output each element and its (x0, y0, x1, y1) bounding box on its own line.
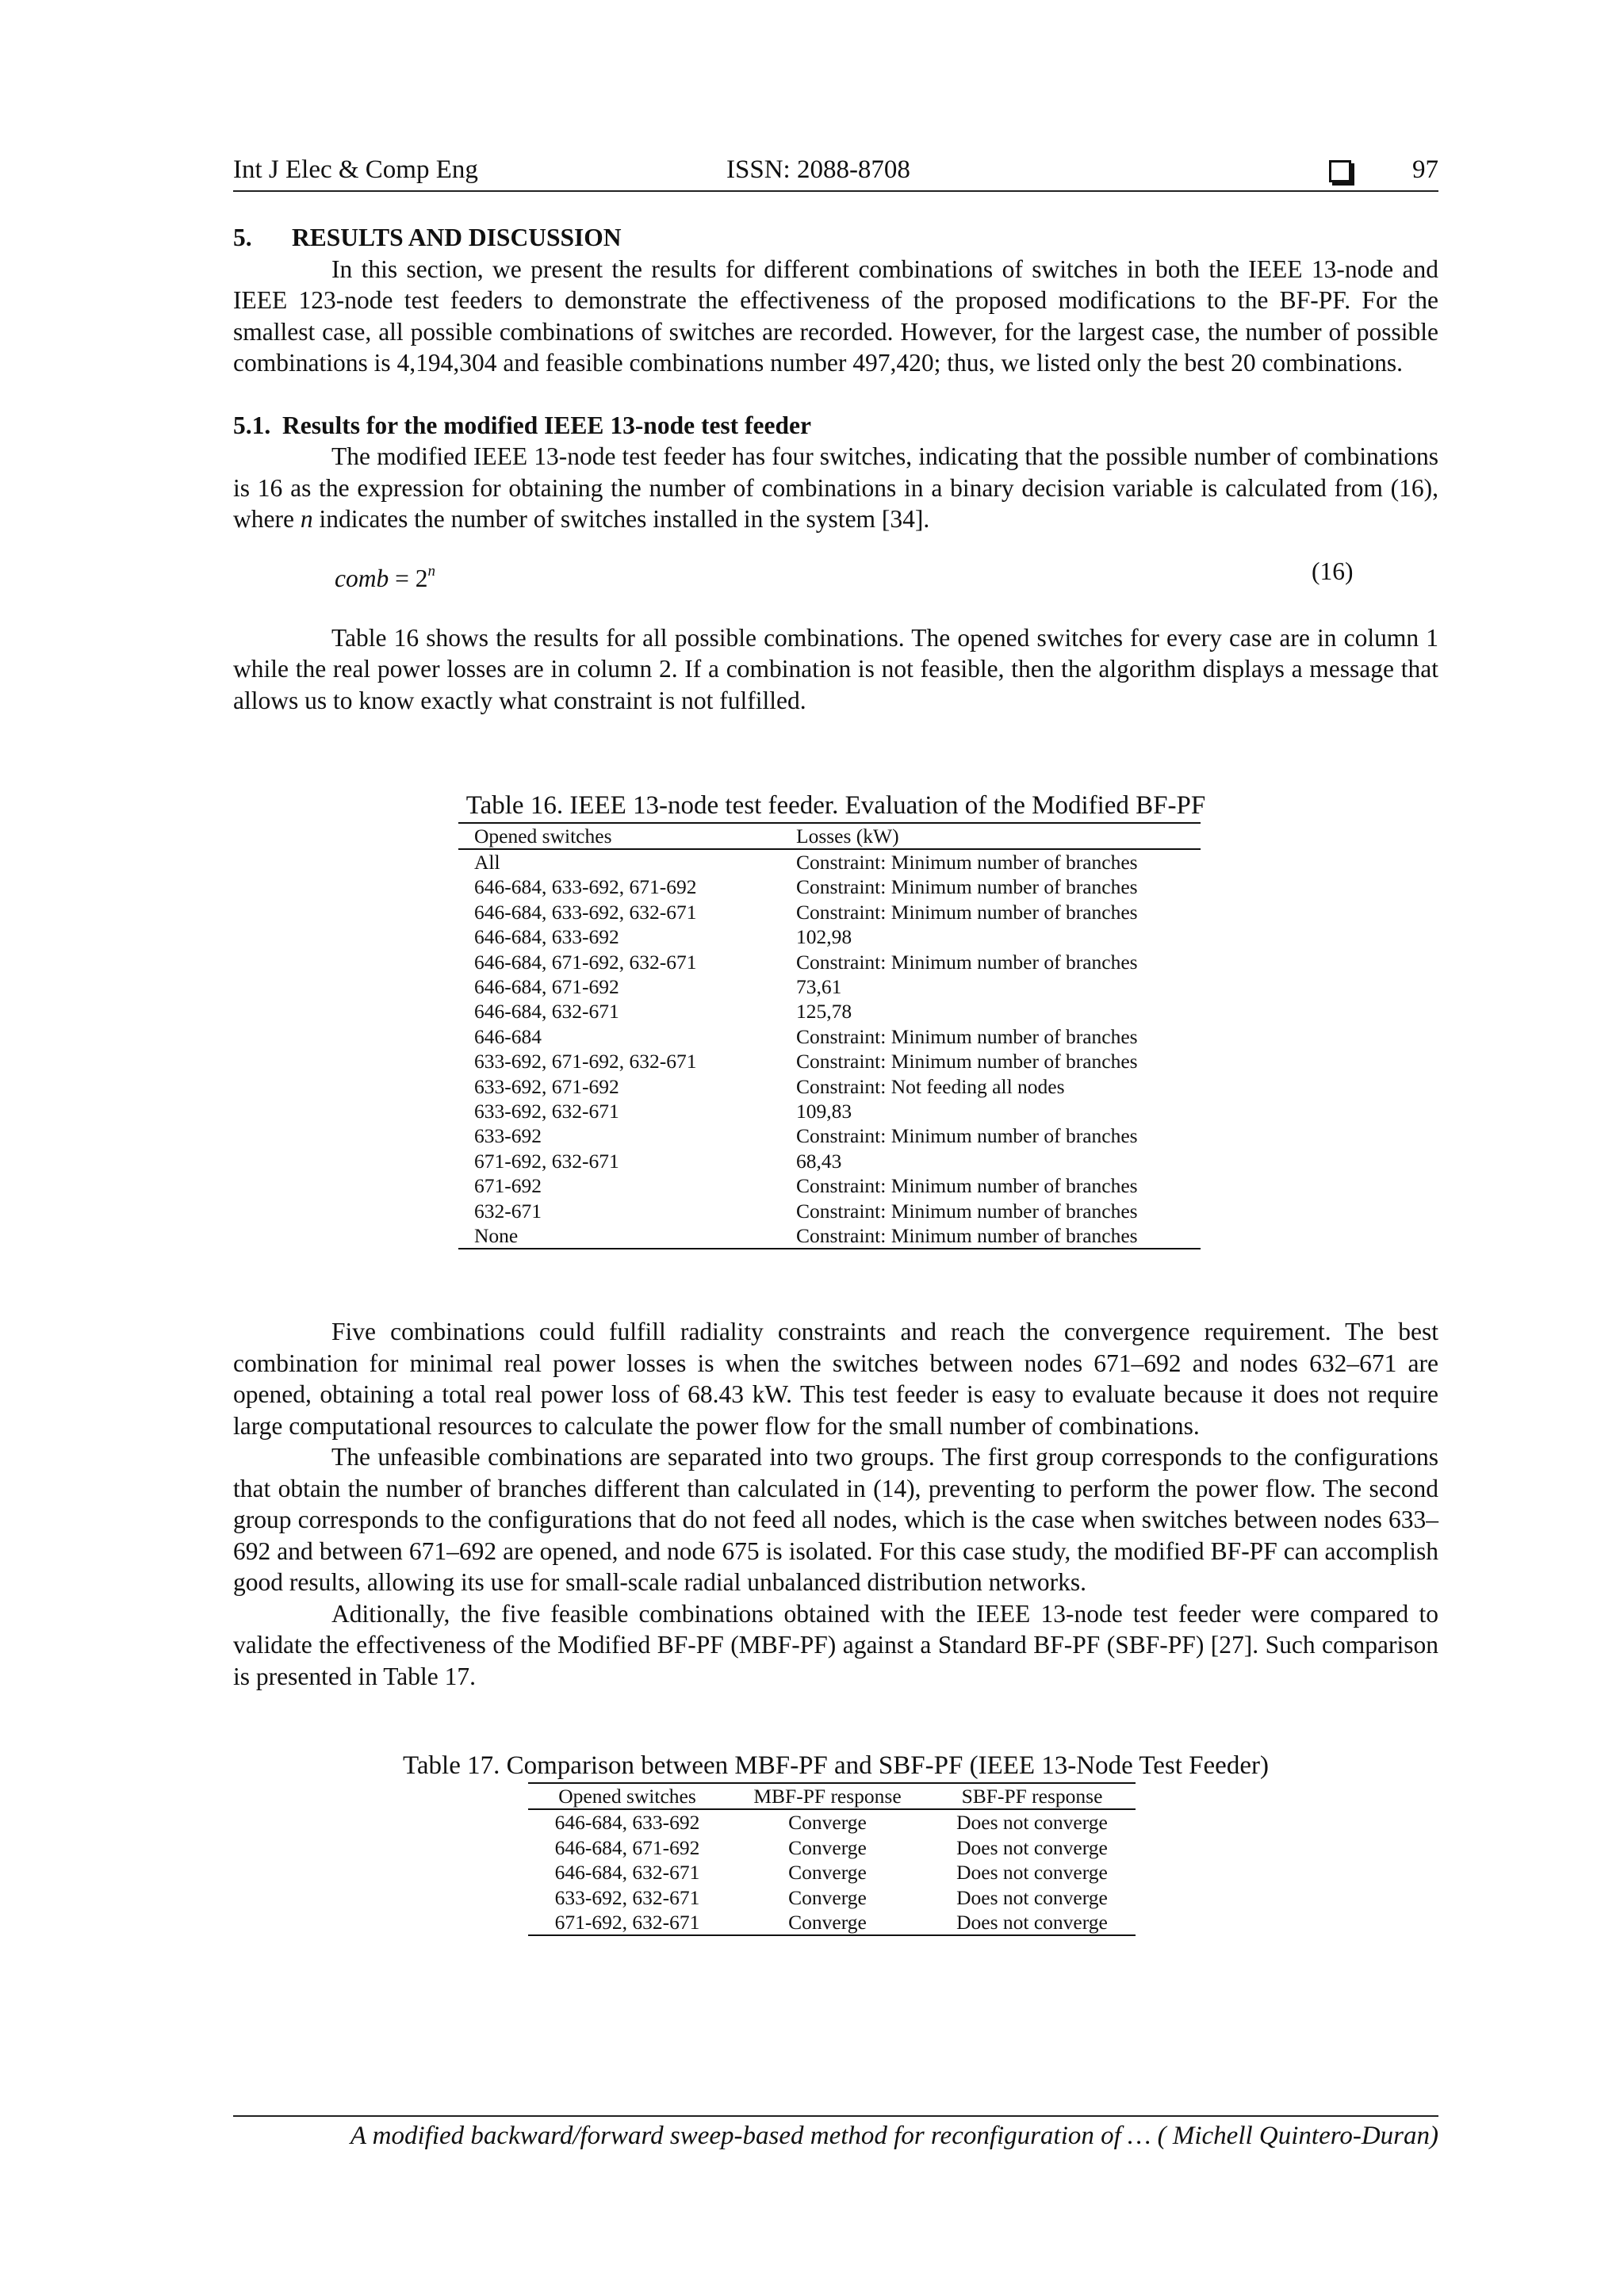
table-cell: 646-684, 633-692, 632-671 (474, 900, 697, 924)
table-row (458, 1199, 1201, 1223)
table-cell: Constraint: Minimum number of branches (796, 1050, 1138, 1073)
table-cell: 109,83 (796, 1099, 852, 1123)
table-16 (458, 822, 1201, 1250)
table-cell: 646-684, 632-671 (554, 1861, 700, 1885)
results-paragraph-3: Aditionally, the five feasible combinations obtained with the IEEE 13-node test feeder were compared to validate the effectiveness of the Modified BF-PF (MBF-PF) against a Standard BF-PF (SBF-PF) [27]. Such comparison is presented in Table 17. (233, 1599, 1438, 1690)
subsection-paragraph: The modified IEEE 13-node test feeder has four switches, indicating that the possible number of combinations is 16 as the expression for obtaining the number of combinations in a binary decision variable is calculated from (16), where n indicates the number of switches installed in the system [34]. (233, 442, 1438, 533)
subsection-title: Results for the modified IEEE 13-node test feeder (282, 411, 811, 439)
table-cell: 633-692, 671-692 (474, 1074, 619, 1098)
table-row (458, 849, 1201, 874)
table-row (458, 1024, 1201, 1049)
table-cell: 646-684, 671-692 (474, 974, 619, 998)
equation-number: (16) (1312, 557, 1354, 585)
table-cell: 646-684, 633-692 (474, 925, 619, 949)
table-cell: Constraint: Minimum number of branches (796, 1199, 1138, 1223)
table-row (458, 1074, 1201, 1099)
section-heading (233, 222, 1438, 254)
table-cell: 671-692 (474, 1174, 542, 1198)
table-cell: Does not converge (956, 1885, 1108, 1909)
equation-expression: comb = 2$^n$ (335, 562, 435, 592)
table-cell: 646-684, 671-692, 632-671 (474, 950, 697, 974)
results-paragraph-2: The unfeasible combinations are separated into two groups. The first group corresponds to the configurations that obtain the number of branches different than calculated in (14), preventing to perform the power flow. The second group corresponds to the configurations that do not feed all nodes, which is the case when switches between nodes 633–692 and between 671–692 are opened, and node 675 is isolated. For this case study, the modified BF-PF can accomplish good results, allowing its use for small-scale radial unbalanced distribution networks. (233, 1443, 1438, 1597)
equation-16 (233, 556, 1438, 592)
table-cell: 646-684 (474, 1024, 542, 1048)
section-title: RESULTS AND DISCUSSION (292, 224, 622, 251)
table-row (458, 1149, 1201, 1173)
section-paragraph: In this section, we present the results for different combinations of switches in both the IEEE 13-node and IEEE 123-node test feeders to demonstrate the effectiveness of the proposed modifications to the BF-PF. For the smallest case, all possible combinations of switches are recorded. However, for the largest case, the number of possible combinations is 4,194,304 and feasible combinations number 497,420; thus, we listed only the best 20 combinations. (233, 254, 1438, 377)
table-cell: Does not converge (929, 1910, 1136, 1935)
table-row (458, 1223, 1201, 1249)
table-row (528, 1885, 1136, 1910)
table-cell: Constraint: Minimum number of branches (796, 1124, 1138, 1148)
column-header: Losses (kW) (780, 823, 1201, 849)
table-cell: Does not converge (956, 1811, 1108, 1835)
table-row (528, 1809, 1136, 1835)
issn: ISSN: 2088-8708 (726, 155, 910, 184)
square-bullet-icon (1329, 160, 1351, 182)
running-footer: A modified backward/forward sweep-based method for reconfiguration of … ( Michell Quintero-Duran) (233, 2115, 1438, 2151)
column-header: MBF-PF response (726, 1783, 929, 1809)
table-header-row (458, 823, 1201, 849)
table-cell: 633-692 (474, 1124, 542, 1148)
table-cell: 646-684, 633-692 (554, 1811, 700, 1835)
table-cell: 671-692, 632-671 (528, 1910, 726, 1935)
table16-caption: Table 16. IEEE 13-node test feeder. Evaluation of the Modified BF-PF (465, 791, 1206, 820)
table-cell: Does not converge (956, 1861, 1108, 1885)
column-header: Opened switches (528, 1783, 726, 1809)
table-row (528, 1835, 1136, 1860)
table-row (458, 1173, 1201, 1198)
table-cell: Constraint: Minimum number of branches (796, 900, 1138, 924)
running-header (233, 155, 1438, 192)
table-cell: Constraint: Minimum number of branches (796, 1174, 1138, 1198)
subsection-heading (233, 410, 1438, 442)
table-cell: Constraint: Minimum number of branches (796, 950, 1138, 974)
table-cell: 68,43 (796, 1149, 842, 1173)
table-row (458, 1123, 1201, 1148)
table-cell: 633-692, 671-692, 632-671 (474, 1050, 697, 1073)
table-row (458, 999, 1201, 1024)
table-row (458, 950, 1201, 974)
table-row (528, 1910, 1136, 1935)
table-cell: 633-692, 632-671 (474, 1099, 619, 1123)
table-row (528, 1860, 1136, 1885)
table-row (458, 924, 1201, 949)
table-cell: Converge (788, 1861, 867, 1885)
table-cell: Does not converge (956, 1835, 1108, 1859)
table-row (458, 974, 1201, 999)
subsection-number: 5.1. (233, 411, 271, 439)
journal-name: Int J Elec & Comp Eng (233, 155, 478, 184)
table-cell: Converge (788, 1835, 867, 1859)
page-number: 97 (1412, 155, 1438, 184)
table-cell: None (458, 1223, 780, 1249)
table-row (458, 1049, 1201, 1073)
page-body (233, 222, 1438, 1936)
column-header: SBF-PF response (929, 1783, 1136, 1809)
table-cell: All (474, 850, 500, 874)
table-cell: Converge (788, 1885, 867, 1909)
table-cell: 633-692, 632-671 (554, 1885, 700, 1909)
table-header-row (528, 1783, 1136, 1809)
table-cell: 73,61 (796, 974, 842, 998)
table-cell: Converge (726, 1910, 929, 1935)
table-cell: Constraint: Minimum number of branches (796, 875, 1138, 899)
table-cell: 125,78 (796, 1000, 852, 1024)
table-cell: Constraint: Minimum number of branches (780, 1223, 1201, 1249)
table-cell: Constraint: Not feeding all nodes (796, 1074, 1065, 1098)
column-header: Opened switches (458, 823, 780, 849)
table-cell: Converge (788, 1811, 867, 1835)
table-cell: Constraint: Minimum number of branches (796, 1024, 1138, 1048)
table-cell: 646-684, 632-671 (474, 1000, 619, 1024)
table16-intro-paragraph: Table 16 shows the results for all possible combinations. The opened switches for every case are in column 1 while the real power losses are in column 2. If a combination is not feasible, then the algorithm displays a message that allows us to know exactly what constraint is not fulfilled. (233, 623, 1438, 714)
table-cell: Constraint: Minimum number of branches (796, 850, 1138, 874)
table-row (458, 900, 1201, 924)
table17-caption: Table 17. Comparison between MBF-PF and SBF-PF (IEEE 13-Node Test Feeder) (403, 1751, 1269, 1781)
table-cell: 632-671 (474, 1199, 542, 1223)
table-cell: 102,98 (796, 925, 852, 949)
variable-n: n (300, 505, 313, 533)
table-row (458, 1099, 1201, 1123)
results-paragraph-1: Five combinations could fulfill radiality constraints and reach the convergence requirement. The best combination for minimal real power losses is when the switches between nodes 671–692 and nodes 632–671 are opened, obtaining a total real power loss of 68.43 kW. This test feeder is easy to evaluate because it does not require large computational resources to calculate the power flow for the small number of combinations. (233, 1318, 1438, 1440)
table-cell: 671-692, 632-671 (474, 1149, 619, 1173)
table-row (458, 874, 1201, 899)
table-cell: 646-684, 671-692 (554, 1835, 700, 1859)
section-number: 5. (233, 224, 252, 251)
table-cell: 646-684, 633-692, 671-692 (474, 875, 697, 899)
table-17 (528, 1782, 1136, 1936)
